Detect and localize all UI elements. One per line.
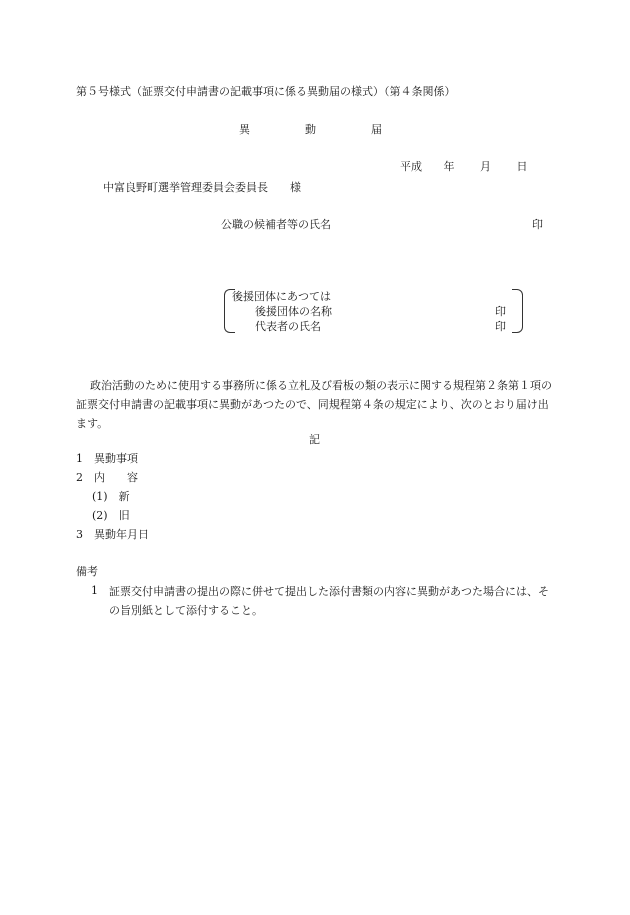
- representative-seal: 印: [495, 320, 506, 333]
- date-line: [400, 160, 528, 174]
- date-day: 日: [516, 160, 528, 173]
- support-group-name-seal: 印: [495, 305, 506, 318]
- item-content-new: (1) 新: [92, 490, 130, 503]
- support-group-intro: 後援団体にあつては: [232, 290, 331, 303]
- item-change-matter: 1 異動事項: [76, 452, 138, 465]
- date-year: 年: [443, 160, 455, 173]
- item-content-old: (2) 旧: [92, 509, 130, 522]
- date-era: 平成: [400, 160, 422, 173]
- remarks-heading: 備考: [76, 565, 98, 578]
- right-bracket: [512, 289, 523, 333]
- addressee: 中富良野町選挙管理委員会委員長 様: [103, 181, 301, 194]
- document-title: 異 動 届: [239, 123, 382, 136]
- candidate-name-label: 公職の候補者等の氏名: [221, 218, 331, 231]
- date-month: 月: [480, 160, 491, 173]
- remarks-text: 証票交付申請書の提出の際に併せて提出した添付書類の内容に異動があつた場合には、その旨別紙として添付すること。: [109, 585, 549, 617]
- body-paragraph: 政治活動のために使用する事務所に係る立札及び看板の類の表示に関する規程第２条第１項の証票交付申請書の記載事項に異動があつたので、同規程第４条の規定により、次のとおり届け出ます。: [76, 379, 552, 430]
- item-content: 2 内 容: [76, 471, 138, 484]
- candidate-seal: 印: [532, 218, 543, 231]
- item-change-date: 3 異動年月日: [76, 528, 149, 541]
- ki-heading: 記: [309, 433, 320, 446]
- representative-name-label: 代表者の氏名: [255, 320, 321, 333]
- form-title: 第５号様式（証票交付申請書の記載事項に係る異動届の様式）（第４条関係）: [76, 85, 456, 98]
- support-group-name-label: 後援団体の名称: [255, 305, 332, 318]
- remarks-number: 1: [91, 584, 98, 597]
